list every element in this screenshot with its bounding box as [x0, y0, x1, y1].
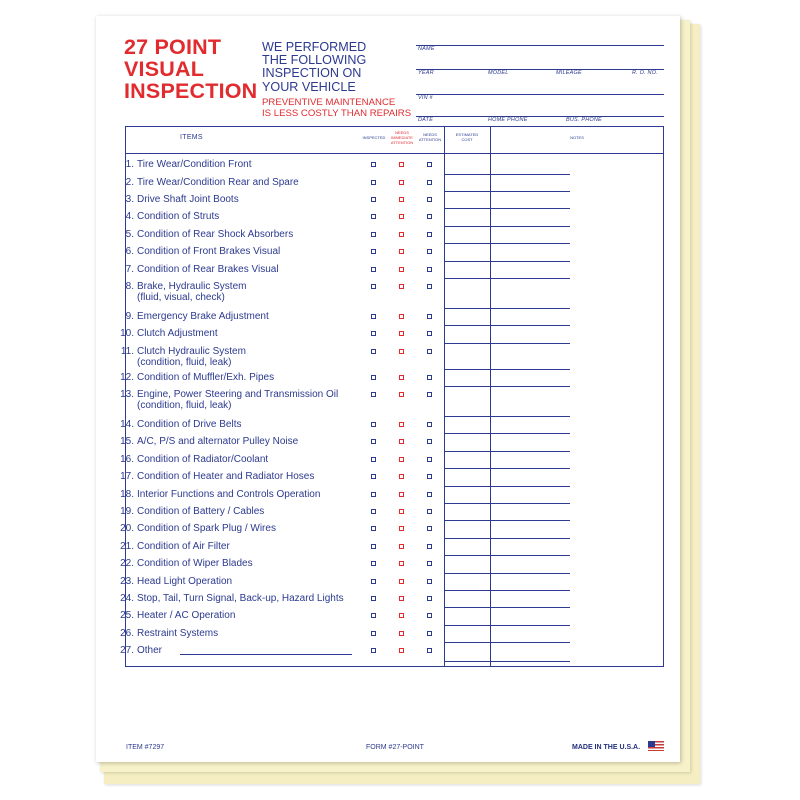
item-number-label: 25.: [120, 610, 134, 621]
item-label: Tire Wear/Condition Rear and Spare: [137, 177, 299, 188]
date-label: DATE: [418, 117, 434, 123]
needs-attention-checkbox[interactable]: [427, 162, 432, 167]
needs-immediate-checkbox[interactable]: [399, 526, 404, 531]
cost-notes-row-line: [444, 243, 570, 244]
year-label: YEAR: [418, 70, 434, 76]
cost-notes-row-line: [444, 520, 570, 521]
cost-notes-row-line: [444, 433, 570, 434]
needs-attention-checkbox[interactable]: [427, 544, 432, 549]
cost-notes-row-line: [444, 261, 570, 262]
cost-notes-row-line: [444, 661, 570, 662]
cost-notes-row-line: [444, 325, 570, 326]
inspected-checkbox[interactable]: [371, 284, 376, 289]
item-number-label: 26.: [120, 628, 134, 639]
inspected-checkbox[interactable]: [371, 314, 376, 319]
item-label: Condition of Drive Belts: [137, 419, 242, 430]
inspected-checkbox[interactable]: [371, 526, 376, 531]
needs-attention-checkbox[interactable]: [427, 375, 432, 380]
item-label: Condition of Rear Shock Absorbers: [137, 229, 294, 240]
inspected-checkbox[interactable]: [371, 331, 376, 336]
needs-immediate-checkbox[interactable]: [399, 267, 404, 272]
item-label: Restraint Systems: [137, 628, 219, 639]
needs-attention-header: NEEDS ATTENTION: [418, 132, 442, 142]
item-number-label: 7.: [125, 264, 134, 275]
model-label: MODEL: [488, 70, 509, 76]
needs-immediate-checkbox[interactable]: [399, 232, 404, 237]
item-number-label: 14.: [120, 419, 134, 430]
item-label: Condition of Wiper Blades: [137, 558, 253, 569]
item-number-label: 21.: [120, 541, 134, 552]
inspected-checkbox[interactable]: [371, 474, 376, 479]
needs-immediate-checkbox[interactable]: [399, 249, 404, 254]
other-write-in-line[interactable]: [180, 654, 352, 655]
mileage-label: MILEAGE: [556, 70, 582, 76]
needs-attention-checkbox[interactable]: [427, 596, 432, 601]
item-number-label: 5.: [125, 229, 134, 240]
needs-immediate-checkbox[interactable]: [399, 613, 404, 618]
cost-notes-row-line: [444, 308, 570, 309]
needs-attention-checkbox[interactable]: [427, 439, 432, 444]
needs-immediate-checkbox[interactable]: [399, 509, 404, 514]
cost-notes-row-line: [444, 642, 570, 643]
needs-immediate-checkbox[interactable]: [399, 439, 404, 444]
inspected-checkbox[interactable]: [371, 439, 376, 444]
needs-immediate-checkbox[interactable]: [399, 492, 404, 497]
item-number-label: 20.: [120, 523, 134, 534]
needs-attention-checkbox[interactable]: [427, 284, 432, 289]
cost-notes-row-line: [444, 468, 570, 469]
needs-immediate-checkbox[interactable]: [399, 474, 404, 479]
needs-attention-checkbox[interactable]: [427, 492, 432, 497]
needs-immediate-checkbox[interactable]: [399, 579, 404, 584]
item-label: Condition of Struts: [137, 211, 220, 222]
item-label: Condition of Spark Plug / Wires: [137, 523, 276, 534]
item-number-label: 17.: [120, 471, 134, 482]
needs-attention-checkbox[interactable]: [427, 579, 432, 584]
inspected-checkbox[interactable]: [371, 648, 376, 653]
vin-field[interactable]: [416, 82, 664, 95]
needs-attention-checkbox[interactable]: [427, 509, 432, 514]
cost-notes-row-line: [444, 386, 570, 387]
needs-immediate-checkbox[interactable]: [399, 544, 404, 549]
inspected-checkbox[interactable]: [371, 544, 376, 549]
needs-immediate-checkbox[interactable]: [399, 648, 404, 653]
performed-statement: WE PERFORMED THE FOLLOWING INSPECTION ON YOUR VEHICLE: [262, 40, 367, 94]
item-number-label: 2.: [125, 177, 134, 188]
vin-label: VIN #: [418, 95, 433, 101]
needs-immediate-checkbox[interactable]: [399, 284, 404, 289]
item-number: ITEM #7297: [126, 744, 165, 751]
form-number: FORM #27-POINT: [366, 744, 424, 751]
item-number-label: 13.: [120, 389, 134, 400]
inspected-checkbox[interactable]: [371, 631, 376, 636]
item-number-label: 1.: [125, 159, 134, 170]
needs-attention-checkbox[interactable]: [427, 180, 432, 185]
item-sublabel: (fluid, visual, check): [137, 292, 225, 303]
needs-attention-checkbox[interactable]: [427, 197, 432, 202]
inspected-checkbox[interactable]: [371, 162, 376, 167]
item-number-label: 22.: [120, 558, 134, 569]
cost-notes-row-line: [444, 503, 570, 504]
needs-immediate-checkbox[interactable]: [399, 162, 404, 167]
needs-immediate-checkbox[interactable]: [399, 314, 404, 319]
inspected-checkbox[interactable]: [371, 375, 376, 380]
inspected-checkbox[interactable]: [371, 232, 376, 237]
cost-notes-row-line: [444, 226, 570, 227]
inspected-header: INSPECTED: [362, 135, 386, 140]
item-number-label: 10.: [120, 328, 134, 339]
item-number-label: 8.: [125, 281, 134, 292]
us-flag-icon: [648, 741, 664, 751]
needs-attention-checkbox[interactable]: [427, 526, 432, 531]
bus-phone-label: BUS. PHONE: [566, 117, 602, 123]
home-phone-label: HOME PHONE: [488, 117, 528, 123]
inspected-checkbox[interactable]: [371, 596, 376, 601]
inspected-checkbox[interactable]: [371, 613, 376, 618]
vehicle-info-field[interactable]: [416, 57, 664, 70]
item-number-label: 6.: [125, 246, 134, 257]
item-label: Condition of Muffler/Exh. Pipes: [137, 372, 275, 383]
needs-immediate-checkbox[interactable]: [399, 180, 404, 185]
cost-notes-row-line: [444, 625, 570, 626]
cost-notes-row-line: [444, 208, 570, 209]
cost-notes-row-line: [444, 607, 570, 608]
inspected-checkbox[interactable]: [371, 214, 376, 219]
needs-immediate-checkbox[interactable]: [399, 331, 404, 336]
item-number-label: 18.: [120, 489, 134, 500]
item-number-label: 27.: [120, 645, 134, 656]
name-field[interactable]: [416, 33, 664, 46]
needs-immediate-checkbox[interactable]: [399, 392, 404, 397]
needs-attention-checkbox[interactable]: [427, 631, 432, 636]
needs-immediate-checkbox[interactable]: [399, 214, 404, 219]
contact-field[interactable]: [416, 104, 664, 117]
item-number-label: 11.: [120, 346, 134, 357]
needs-immediate-checkbox[interactable]: [399, 422, 404, 427]
needs-attention-checkbox[interactable]: [427, 314, 432, 319]
needs-attention-checkbox[interactable]: [427, 392, 432, 397]
inspected-checkbox[interactable]: [371, 492, 376, 497]
item-label: Condition of Heater and Radiator Hoses: [137, 471, 315, 482]
notes-header: NOTES: [570, 135, 584, 140]
inspected-checkbox[interactable]: [371, 457, 376, 462]
item-label: Other: [137, 645, 163, 656]
cost-notes-row-line: [444, 573, 570, 574]
item-label: Tire Wear/Condition Front: [137, 159, 252, 170]
needs-immediate-checkbox[interactable]: [399, 596, 404, 601]
cost-notes-row-line: [444, 538, 570, 539]
inspected-checkbox[interactable]: [371, 349, 376, 354]
needs-attention-checkbox[interactable]: [427, 613, 432, 618]
maintenance-slogan: PREVENTIVE MAINTENANCE IS LESS COSTLY THAN REPAIRS: [262, 97, 412, 119]
needs-attention-checkbox[interactable]: [427, 331, 432, 336]
needs-immediate-header: NEEDS IMMEDIATE ATTENTION: [390, 130, 414, 145]
cost-notes-row-line: [444, 416, 570, 417]
needs-attention-checkbox[interactable]: [427, 214, 432, 219]
item-label: Clutch Adjustment: [137, 328, 218, 339]
item-label: Condition of Rear Brakes Visual: [137, 264, 279, 275]
item-label: Condition of Radiator/Coolant: [137, 454, 269, 465]
inspected-checkbox[interactable]: [371, 561, 376, 566]
needs-attention-checkbox[interactable]: [427, 474, 432, 479]
item-label: Condition of Air Filter: [137, 541, 230, 552]
needs-attention-checkbox[interactable]: [427, 249, 432, 254]
needs-immediate-checkbox[interactable]: [399, 375, 404, 380]
item-label: Heater / AC Operation: [137, 610, 236, 621]
item-label: Condition of Battery / Cables: [137, 506, 265, 517]
cost-notes-row-line: [444, 278, 570, 279]
items-header: ITEMS: [180, 134, 203, 141]
item-number-label: 9.: [125, 311, 134, 322]
cost-notes-row-line: [444, 555, 570, 556]
inspected-checkbox[interactable]: [371, 422, 376, 427]
estimated-cost-header: ESTIMATED COST: [455, 132, 479, 142]
needs-immediate-checkbox[interactable]: [399, 349, 404, 354]
item-number-label: 3.: [125, 194, 134, 205]
cost-notes-row-line: [444, 451, 570, 452]
needs-attention-checkbox[interactable]: [427, 561, 432, 566]
cost-notes-row-line: [444, 369, 570, 370]
needs-attention-checkbox[interactable]: [427, 457, 432, 462]
item-number-label: 15.: [120, 436, 134, 447]
item-label: Engine, Power Steering and Transmission Oil: [137, 389, 339, 400]
made-in-usa: MADE IN THE U.S.A.: [572, 744, 641, 751]
name-label: NAME: [418, 46, 435, 52]
needs-attention-checkbox[interactable]: [427, 267, 432, 272]
item-label: A/C, P/S and alternator Pulley Noise: [137, 436, 299, 447]
needs-attention-checkbox[interactable]: [427, 648, 432, 653]
item-number-label: 19.: [120, 506, 134, 517]
needs-immediate-checkbox[interactable]: [399, 561, 404, 566]
item-sublabel: (condition, fluid, leak): [137, 400, 232, 411]
item-label: Drive Shaft Joint Boots: [137, 194, 239, 205]
item-label: Interior Functions and Controls Operation: [137, 489, 321, 500]
item-label: Brake, Hydraulic System: [137, 281, 247, 292]
item-number-label: 24.: [120, 593, 134, 604]
needs-attention-checkbox[interactable]: [427, 232, 432, 237]
cost-notes-row-line: [444, 191, 570, 192]
inspected-checkbox[interactable]: [371, 392, 376, 397]
item-label: Emergency Brake Adjustment: [137, 311, 269, 322]
item-sublabel: (condition, fluid, leak): [137, 357, 232, 368]
ro-no-label: R. O. NO.: [632, 70, 658, 76]
item-label: Condition of Front Brakes Visual: [137, 246, 281, 257]
item-label: Stop, Tail, Turn Signal, Back-up, Hazard Lights: [137, 593, 344, 604]
form-title: 27 POINT VISUAL INSPECTION: [124, 35, 258, 103]
header-rule: [125, 153, 664, 154]
item-number-label: 16.: [120, 454, 134, 465]
cost-notes-row-line: [444, 486, 570, 487]
item-number-label: 12.: [120, 372, 134, 383]
item-number-label: 23.: [120, 576, 134, 587]
cost-notes-row-line: [444, 590, 570, 591]
item-label: Clutch Hydraulic System: [137, 346, 246, 357]
needs-attention-checkbox[interactable]: [427, 422, 432, 427]
needs-immediate-checkbox[interactable]: [399, 631, 404, 636]
inspected-checkbox[interactable]: [371, 249, 376, 254]
cost-notes-row-line: [444, 174, 570, 175]
inspected-checkbox[interactable]: [371, 579, 376, 584]
item-label: Head Light Operation: [137, 576, 233, 587]
inspected-checkbox[interactable]: [371, 509, 376, 514]
needs-attention-checkbox[interactable]: [427, 349, 432, 354]
cost-notes-row-line: [444, 343, 570, 344]
inspected-checkbox[interactable]: [371, 197, 376, 202]
needs-immediate-checkbox[interactable]: [399, 457, 404, 462]
needs-immediate-checkbox[interactable]: [399, 197, 404, 202]
item-number-label: 4.: [125, 211, 134, 222]
inspected-checkbox[interactable]: [371, 180, 376, 185]
inspected-checkbox[interactable]: [371, 267, 376, 272]
